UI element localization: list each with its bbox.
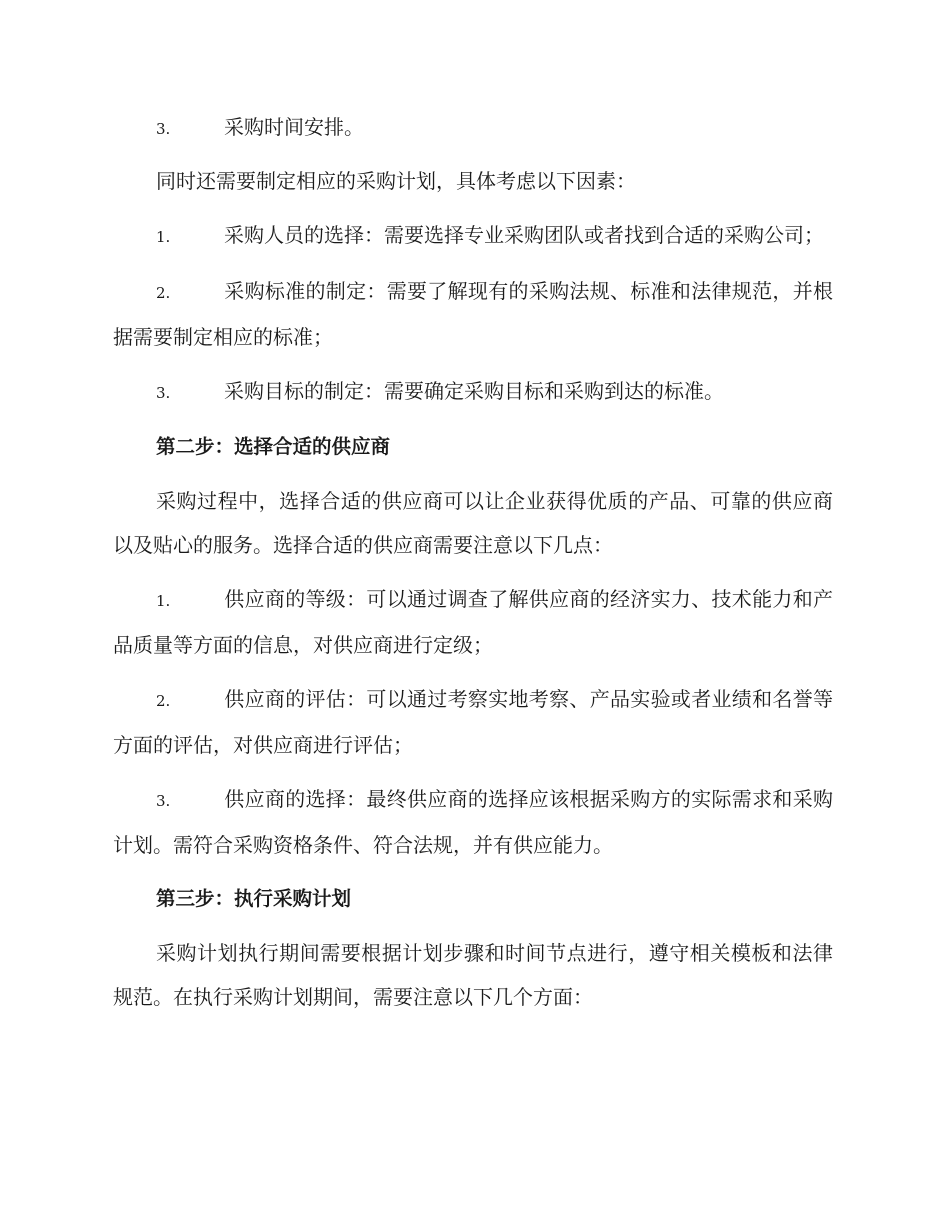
list-text: 采购人员的选择：需要选择专业采购团队或者找到合适的采购公司； <box>224 223 824 247</box>
list-item <box>113 105 833 151</box>
paragraph: 同时还需要制定相应的采购计划，具体考虑以下因素： <box>156 169 636 193</box>
paragraph: 采购过程中，选择合适的供应商可以让企业获得优质的产品、可靠的供应商以及贴心的服务。选择合适的供应商需要注意以下几点： <box>113 489 833 557</box>
list-item <box>113 777 833 867</box>
paragraph: 采购计划执行期间需要根据计划步骤和时间节点进行，遵守相关模板和法律规范。在执行采购计划期间，需要注意以下几个方面： <box>113 941 833 1009</box>
section-heading: 第三步：执行采购计划 <box>156 887 352 910</box>
list-number: 1. <box>156 592 171 610</box>
list-number: 2. <box>156 692 171 710</box>
list-number: 1. <box>156 228 171 246</box>
list-item <box>113 369 833 415</box>
list-number: 3. <box>156 120 171 138</box>
list-text: 采购目标的制定：需要确定采购目标和采购到达的标准。 <box>224 379 724 403</box>
list-number: 2. <box>156 284 171 302</box>
list-number: 3. <box>156 384 171 402</box>
list-item <box>113 213 833 259</box>
document-page <box>113 105 833 1019</box>
list-text: 供应商的评估：可以通过考察实地考察、产品实验或者业绩和名誉等方面的评估，对供应商进行评估； <box>113 687 833 757</box>
list-number: 3. <box>156 792 171 810</box>
list-text: 供应商的等级：可以通过调查了解供应商的经济实力、技术能力和产品质量等方面的信息，对供应商进行定级； <box>113 587 833 657</box>
list-text: 供应商的选择：最终供应商的选择应该根据采购方的实际需求和采购计划。需符合采购资格条件、符合法规，并有供应能力。 <box>113 787 833 857</box>
list-item <box>113 677 833 767</box>
list-item <box>113 577 833 667</box>
list-item <box>113 269 833 359</box>
section-heading: 第二步：选择合适的供应商 <box>156 435 391 458</box>
list-text: 采购标准的制定：需要了解现有的采购法规、标准和法律规范，并根据需要制定相应的标准； <box>113 279 833 349</box>
list-text: 采购时间安排。 <box>224 115 364 139</box>
